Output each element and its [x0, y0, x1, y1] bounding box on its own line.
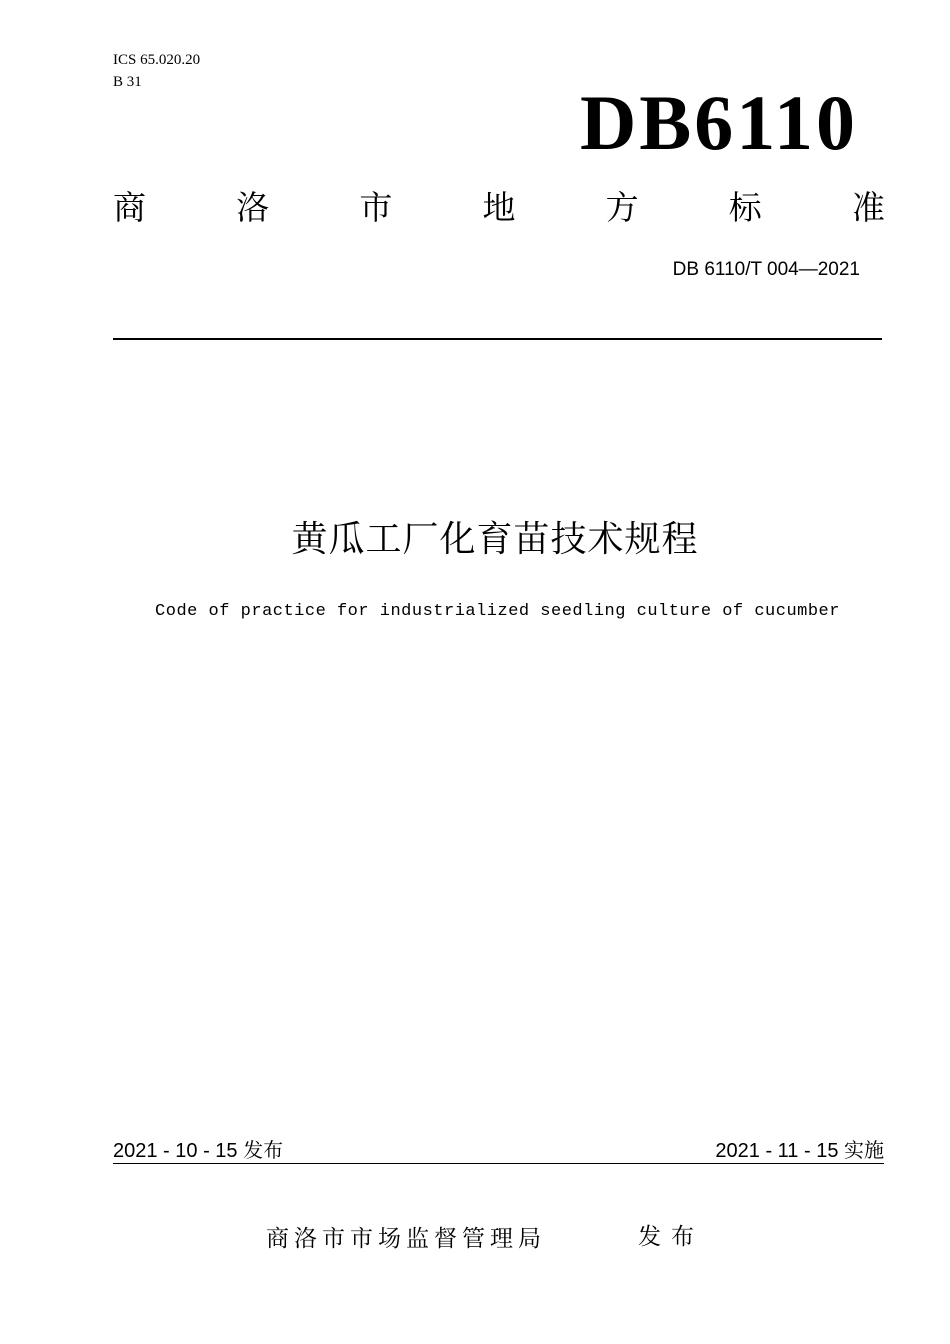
classification-block — [113, 49, 200, 93]
bottom-divider — [113, 1163, 884, 1164]
standard-type-char: 方 — [605, 188, 639, 227]
top-divider — [113, 338, 882, 340]
publish-label: 发布 — [638, 1224, 704, 1250]
document-title-en: Code of practice for industrialized seedling culture of cucumber — [155, 602, 840, 621]
standard-type-char: 市 — [359, 188, 393, 227]
publisher-name: 商洛市市场监督管理局 — [266, 1226, 546, 1252]
document-title-cn: 黄瓜工厂化育苗技术规程 — [291, 519, 699, 560]
standard-type-char: 商 — [113, 188, 146, 227]
implement-date: 2021 - 11 - 15 实施 — [715, 1140, 884, 1162]
standard-type-heading — [113, 186, 885, 230]
issue-date: 2021 - 10 - 15 发布 — [113, 1140, 284, 1162]
standard-type-char: 地 — [482, 188, 516, 227]
standard-type-char: 标 — [728, 188, 762, 227]
ccs-code: B 31 — [113, 74, 142, 90]
standard-type-char: 洛 — [236, 188, 270, 227]
standard-number: DB 6110/T 004—2021 — [672, 259, 860, 280]
ics-code: ICS 65.020.20 — [113, 52, 201, 68]
standard-type-char: 准 — [851, 188, 885, 227]
standard-code: DB6110 — [579, 79, 858, 166]
